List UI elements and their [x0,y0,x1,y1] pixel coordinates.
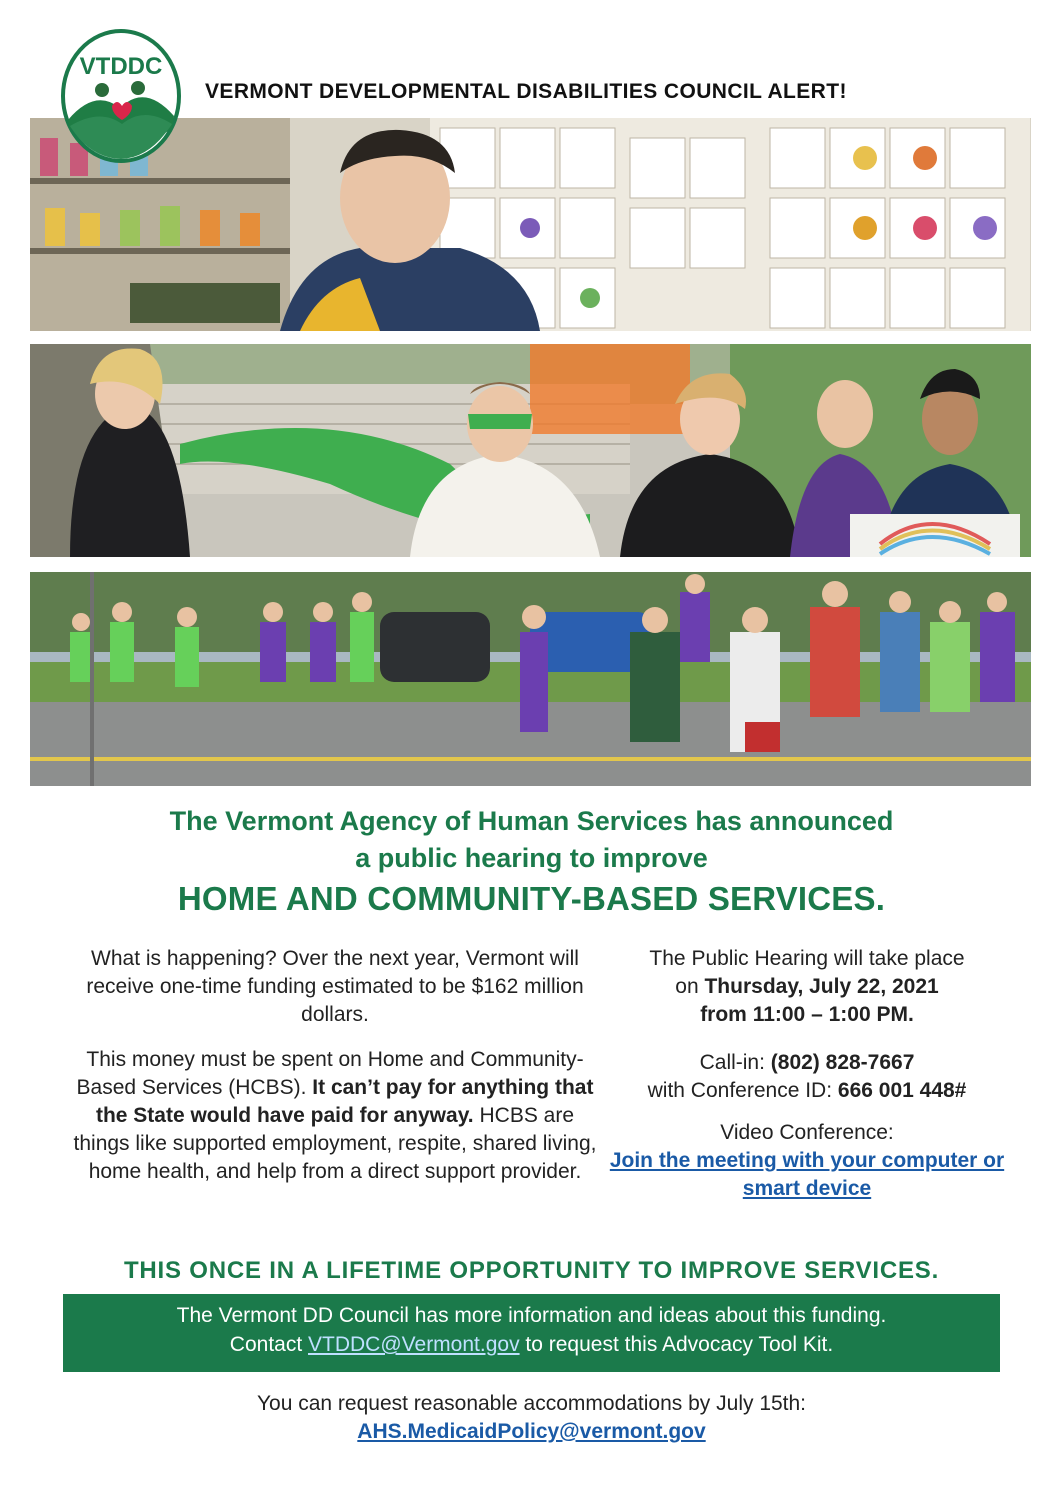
vtddc-email-link[interactable]: VTDDC@Vermont.gov [308,1333,520,1356]
medicaid-policy-email-link[interactable]: AHS.MedicaidPolicy@vermont.gov [357,1420,706,1443]
opportunity-title: THIS ONCE IN A LIFETIME OPPORTUNITY TO IMPROVE SERVICES. [123,1257,940,1284]
right-column [607,945,1007,1203]
banner-contact-suffix: to request this Advocacy Tool Kit. [519,1333,834,1356]
left-column [70,945,600,1186]
accommodations-text: You can request reasonable accommodations by July 15th: [256,1392,807,1415]
page-title: VERMONT DEVELOPMENTAL DISABILITIES COUNCIL ALERT! [205,80,847,103]
banner-line-1: The Vermont DD Council has more information and ideas about this funding. [176,1304,887,1327]
conference-label: with Conference ID: [647,1079,838,1102]
banner-contact-prefix: Contact [229,1333,309,1356]
left-paragraph-1: What is happening? Over the next year, Vermont will receive one-time funding estimated to be $162 million dollars. [86,947,584,1026]
video-info [607,1119,1007,1203]
conference-id: 666 001 448# [837,1079,967,1102]
community-walk-photo [30,572,1031,786]
call-in-info [607,1049,1007,1105]
video-label: Video Conference: [720,1121,894,1144]
callin-phone: (802) 828-7667 [770,1051,915,1074]
hearing-intro: The Public Hearing will take place [649,947,965,970]
left-p2-bold: It can’t pay for anything that the State would have paid for anyway. [95,1076,594,1127]
logo-text: VTDDC [79,53,163,80]
join-meeting-link[interactable]: Join the meeting with your computer or smart device [609,1149,1005,1200]
left-paragraph-2 [70,1046,600,1186]
hearing-info [607,945,1007,1029]
headline-line-2: a public hearing to improve [355,843,708,873]
callin-label: Call-in: [699,1051,771,1074]
hearing-on: on [675,975,705,998]
hearing-date: Thursday, July 22, 2021 [704,975,939,998]
footer [0,1390,1063,1446]
supporters-with-capes-photo [30,344,1031,557]
vtddc-logo [60,28,182,164]
left-p2-end: HCBS are things like supported employment, respite, shared living, home health, and help from a direct support provider. [73,1104,597,1183]
info-banner [63,1294,1000,1372]
headline-line-1: The Vermont Agency of Human Services has announced [169,806,894,836]
hearing-time: from 11:00 – 1:00 PM. [700,1003,914,1026]
headline-line-3: HOME AND COMMUNITY-BASED SERVICES. [177,880,886,917]
left-p2-start: This money must be spent on Home and Community-Based Services (HCBS). [76,1048,584,1099]
banner-line-2 [63,1330,1000,1359]
